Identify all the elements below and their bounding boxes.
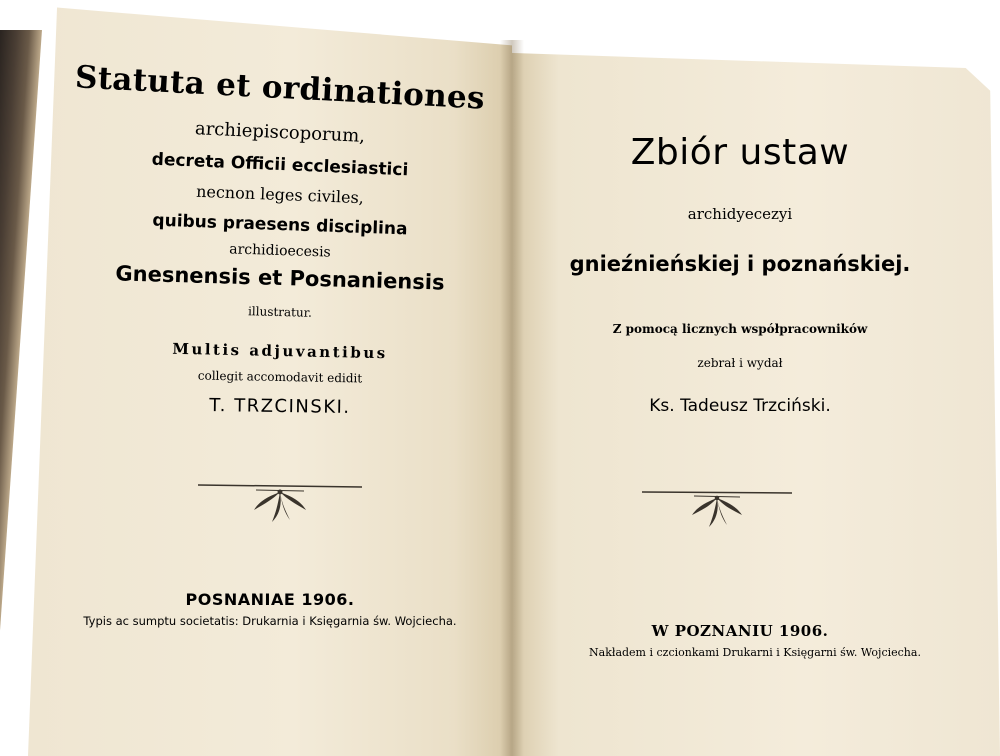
latin-line-5: archidioecesis (229, 241, 331, 261)
polish-author: Ks. Tadeusz Trzciński. (649, 396, 831, 416)
latin-line-3: necnon leges civiles, (195, 181, 365, 208)
polish-line-3: Z pomocą licznych współpracowników (612, 322, 868, 336)
right-page (510, 0, 1000, 756)
right-ornament-icon (642, 487, 792, 535)
latin-line-6: Gnesnensis et Posnaniensis (115, 261, 445, 295)
latin-printer: Typis ac sumptu societatis: Drukarnia i Księgarnia św. Wojciecha. (83, 614, 457, 628)
latin-line-7: illustratur. (247, 304, 313, 320)
polish-line-4: zebrał i wydał (697, 356, 783, 370)
polish-title: Zbiór ustaw (630, 132, 850, 173)
polish-line-2: gnieźnieńskiej i poznańskiej. (569, 252, 911, 276)
polish-printer: Nakładem i czcionkami Drukarni i Księgarni św. Wojciecha. (589, 646, 921, 659)
latin-author: T. TRZCINSKI. (209, 395, 351, 418)
latin-line-1: archiepiscoporum, (194, 118, 366, 147)
left-ornament-icon (198, 478, 362, 532)
latin-line-4: quibus praesens disciplina (152, 210, 408, 240)
latin-place-year: POSNANIAE 1906. (185, 590, 355, 609)
latin-line-8: Multis adjuvantibus (172, 339, 388, 363)
latin-line-2: decreta Officii ecclesiastici (151, 149, 409, 181)
polish-line-1: archidyecezyi (687, 205, 793, 223)
latin-line-9: collegit accomodavit edidit (197, 368, 363, 386)
latin-title: Statuta et ordinationes (74, 59, 486, 117)
polish-place-year: W POZNANIU 1906. (651, 622, 829, 640)
